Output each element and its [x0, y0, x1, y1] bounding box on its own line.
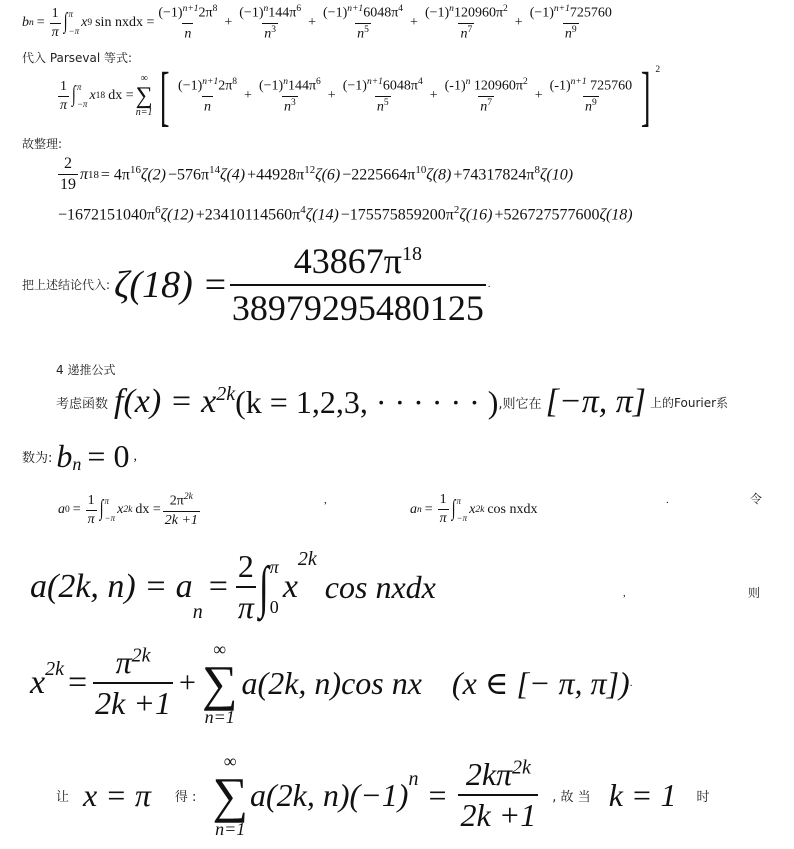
coef: +74317824π	[453, 166, 535, 184]
sign-factor: (−1)	[158, 5, 183, 21]
sign-exp: n+1	[182, 4, 199, 14]
fourier-label: 上的Fourier系	[650, 395, 729, 410]
then-on-label: ,则它在	[498, 396, 542, 412]
sign-exp: n+1	[347, 4, 364, 14]
denominator: π	[51, 24, 59, 40]
den-var: n	[184, 26, 192, 42]
sign-exp: n+1	[553, 4, 570, 14]
plus: +	[514, 15, 523, 31]
zeta-value: ζ(16)	[459, 206, 493, 224]
coef: −175575859200π	[340, 206, 454, 224]
ling-label: 令	[750, 492, 763, 506]
integrand-tail: sin nxdx =	[95, 15, 155, 31]
interval: [−π, π]	[545, 383, 647, 420]
zeta-term	[247, 164, 340, 184]
numerator: 2	[237, 548, 254, 584]
plus: +	[410, 15, 418, 31]
zeta-term	[58, 204, 194, 224]
den-exp: 9	[571, 24, 577, 35]
integrand-exp: 2k	[123, 505, 133, 516]
integral-limits	[77, 83, 88, 109]
an-symbol: a	[410, 501, 417, 517]
function-exp: 2k	[216, 383, 236, 405]
comma: ,	[623, 587, 626, 599]
sign-factor: (-1)	[444, 78, 466, 94]
integral-limits	[270, 558, 279, 616]
result-denominator: 38979295480125	[230, 284, 486, 329]
sign-factor: (−1)	[258, 78, 284, 94]
consider-function-line	[56, 383, 728, 421]
den-var: n	[283, 99, 291, 115]
numerator: 1	[51, 5, 59, 21]
parseval-formula	[56, 58, 661, 133]
bn-zero-line	[22, 438, 137, 475]
lower-limit: −π	[68, 26, 80, 37]
integral-sign: ∫	[451, 496, 456, 521]
term-fraction	[321, 4, 405, 42]
zeta-value: ζ(18)	[599, 206, 633, 224]
pi-exp: 18	[88, 168, 99, 181]
coef: +44928π	[247, 166, 305, 184]
equals: =	[67, 664, 88, 701]
series-lhs-exp: 2k	[45, 658, 64, 680]
pi-exp: 4	[300, 204, 306, 216]
den-var: n	[564, 26, 572, 42]
sign-factor: (−1)	[323, 5, 348, 21]
den-exp: 3	[290, 97, 296, 108]
zeta-value: ζ(12)	[160, 206, 194, 224]
integrand-exp: 2k	[297, 548, 317, 570]
sign-factor: (−1)	[342, 78, 367, 94]
term-fraction	[528, 4, 614, 42]
bn-formula	[22, 4, 616, 42]
fourier-series	[30, 640, 632, 726]
dot: .	[666, 494, 669, 506]
a2kn-definition	[30, 548, 436, 626]
coef: 144π	[287, 78, 317, 94]
one-over-pi	[58, 79, 69, 114]
result-tail: .	[487, 279, 491, 290]
coef-exp: 6	[316, 76, 321, 87]
plus: +	[224, 15, 233, 31]
term-fraction	[548, 77, 634, 115]
term-fraction	[257, 77, 323, 115]
zeta18-lhs: ζ(18) =	[114, 263, 228, 306]
bn-symbol: b	[22, 15, 29, 31]
zeta-term	[341, 204, 493, 224]
a0-formula	[58, 492, 202, 529]
coef: 725760	[569, 5, 612, 21]
zeta-value: ζ(10)	[539, 166, 574, 184]
bn-sub: n	[72, 454, 82, 474]
bn-tail: ,	[133, 448, 137, 464]
coef-exp: 8	[212, 4, 218, 14]
a2kn-lhs: a(2k, n) = a	[30, 568, 193, 605]
dx: dx =	[135, 502, 161, 518]
term-fraction	[341, 77, 425, 115]
bn-eq-zero: = 0	[87, 438, 130, 474]
plus: +	[327, 88, 336, 103]
right-bracket: ]	[640, 58, 651, 133]
integrand-tail: dx =	[108, 88, 134, 103]
sum-sign: ∞ ∑ n=1	[135, 73, 153, 118]
sum-sign: ∞ ∑ n=1	[212, 751, 249, 839]
integral-limits	[69, 10, 80, 36]
an-formula: a n = $\frac{1}{\pi}$ ∫ π −π x 2k cos nxdx	[410, 492, 538, 526]
integrand-exp: 18	[95, 91, 106, 101]
coef: 144π	[268, 5, 297, 21]
plus: +	[308, 15, 317, 31]
integral-limits: π −π	[456, 495, 468, 523]
a0-res-num: 2π	[169, 493, 184, 509]
upper-limit: π	[76, 82, 82, 92]
pi-exp: 10	[415, 164, 427, 177]
equals: =	[72, 502, 81, 518]
coef: −576π	[168, 166, 210, 184]
outer-exponent: 2	[655, 65, 661, 75]
denominator: π	[60, 97, 68, 113]
den-exp: 5	[383, 97, 389, 108]
pi-exp: 12	[304, 164, 316, 177]
plus: +	[534, 88, 543, 103]
plus: +	[244, 88, 252, 103]
denominator: 19	[60, 176, 76, 193]
result-prefix: 把上述结论代入:	[22, 278, 111, 292]
numerator: 1	[60, 78, 67, 94]
integrand: x	[117, 502, 124, 518]
a0-sub: 0	[65, 505, 70, 516]
den-var: n	[584, 99, 592, 115]
sum-sign: ∞ ∑ n=1	[201, 639, 238, 727]
sign-factor: (−1)	[239, 5, 264, 21]
den-exp: 7	[467, 24, 473, 35]
term-fraction	[176, 77, 239, 115]
dot: .	[629, 677, 633, 689]
last-num: 2kπ	[465, 756, 513, 792]
bn-terms	[154, 4, 616, 42]
an-tail: cos nxdx	[487, 501, 538, 517]
den-exp: 7	[487, 97, 493, 108]
function-def: f(x) = x	[114, 383, 217, 420]
sign-exp: n+1	[202, 76, 219, 87]
k-set: (k = 1,2,3, · · · · · · )	[235, 383, 499, 420]
coef: −2225664π	[342, 166, 416, 184]
upper-limit: π	[68, 9, 74, 20]
zeta-term	[342, 164, 451, 184]
integrand-tail: cos nxdx	[324, 568, 436, 605]
sum-lower: n=1	[204, 707, 235, 727]
sum-lower: n=1	[135, 107, 153, 118]
k-eq-1: k = 1	[608, 776, 677, 813]
sign-factor: (−1)	[424, 5, 450, 21]
zeta-terms-1	[99, 164, 573, 184]
equals: =	[424, 501, 433, 517]
a0-res-den: 2k +1	[164, 512, 198, 528]
integral-limits: π −π	[104, 496, 116, 524]
one-over-pi	[50, 6, 61, 41]
sum-upper: ∞	[213, 639, 227, 659]
integrand: x	[282, 568, 298, 605]
coef-exp: 4	[417, 76, 423, 87]
series-lhs: x	[30, 664, 46, 701]
term-fraction	[237, 4, 303, 42]
x-eq-pi: x = π	[83, 776, 151, 813]
zeta-value: ζ(4)	[220, 166, 246, 184]
two-over-pi	[236, 548, 256, 626]
sum-lower: n=1	[215, 819, 246, 839]
series-num: π	[115, 644, 132, 680]
coef-exp: 4	[398, 4, 404, 14]
plus: +	[178, 666, 196, 699]
sum-term-exp: n	[408, 768, 419, 790]
two-over-nineteen	[58, 155, 78, 194]
parseval-label: 代入 Parseval 等式:	[22, 51, 133, 65]
zeta18-result	[22, 240, 490, 329]
let-label: 让	[56, 789, 70, 805]
integral-sign: ∫	[63, 10, 68, 35]
pi-exp: 6	[155, 204, 161, 216]
den-exp: 9	[591, 97, 597, 108]
coef: 2π	[198, 5, 213, 21]
x-equals-pi-line	[56, 752, 710, 838]
equals: =	[208, 568, 228, 605]
zeta-value: ζ(6)	[315, 166, 341, 184]
ze-label: 则	[748, 586, 761, 600]
coef-label: 数为:	[22, 451, 53, 466]
den-var: n	[460, 26, 468, 42]
pi-exp: 8	[534, 164, 540, 177]
pi-exp: 2	[453, 204, 460, 216]
zeta-term	[196, 204, 339, 224]
term-fraction	[443, 77, 530, 115]
lower-limit: −π	[76, 99, 88, 109]
coef: +23410114560π	[195, 206, 301, 224]
sum-term: a(2k, n)(−1)	[250, 776, 409, 813]
zeta-terms-2	[56, 204, 633, 224]
series-const	[93, 644, 173, 722]
coef: 6048π	[363, 5, 399, 21]
den-exp: 5	[364, 24, 369, 35]
sign-exp: n+1	[570, 76, 587, 87]
zeta-term	[494, 204, 632, 224]
den-var: n	[264, 26, 272, 42]
equals: =	[36, 15, 45, 31]
term-fraction	[423, 4, 510, 42]
section-heading: 4 递推公式	[56, 363, 116, 377]
coef-exp: 8	[232, 76, 238, 87]
lower-limit: 0	[269, 597, 279, 617]
coef: 2π	[218, 78, 233, 94]
series-domain: (x ∈ [− π, π])	[451, 665, 630, 701]
result-num-exp: 18	[401, 243, 422, 265]
sign-factor: (−1)	[529, 5, 554, 21]
integral-sign: ∫	[258, 555, 269, 619]
sign-exp: n	[449, 4, 454, 14]
sum-upper: ∞	[223, 751, 237, 771]
sign-exp: n	[263, 4, 269, 14]
coef: = 4π	[100, 166, 130, 184]
coef: +526727577600	[494, 206, 600, 224]
get-label: 得 :	[174, 789, 197, 805]
time-label: 时	[696, 789, 710, 805]
zeta-term	[453, 164, 573, 184]
comma: ,	[324, 494, 327, 506]
a0-res-exp: 2k	[183, 492, 193, 502]
so-when-label: , 故 当	[552, 789, 591, 805]
one-over-pi: $\frac{1}{\pi}$	[87, 492, 95, 527]
integral-sign: ∫	[99, 497, 104, 522]
result-numerator: 43867π	[293, 241, 402, 281]
sign-exp: n+1	[366, 76, 383, 87]
den-var: n	[480, 99, 488, 115]
consider-label: 考虑函数	[56, 396, 109, 412]
a0-result	[163, 492, 200, 529]
sign-factor: (−1)	[178, 78, 203, 94]
zeta-term	[168, 164, 245, 184]
parseval-terms	[174, 77, 636, 115]
series-num-exp: 2k	[131, 644, 151, 667]
sign-exp: n	[283, 76, 288, 87]
zeta-value: ζ(8)	[426, 166, 452, 184]
term-fraction	[156, 4, 219, 42]
pi-exp: 14	[209, 164, 220, 177]
den-var: n	[357, 26, 365, 42]
series-term: a(2k, n)cos nx	[241, 664, 422, 701]
upper-limit: π	[269, 557, 279, 577]
sign-exp: n	[465, 76, 471, 87]
plus: +	[429, 88, 438, 103]
zeta-value: ζ(2)	[140, 166, 167, 184]
bn-symbol: b	[56, 438, 73, 474]
equals: =	[428, 776, 447, 813]
zeta-relation-line1: $\frac{2}{19}$ π 18 = $4\pi^{16}\zeta(2)$ $-576\pi^{14}\zeta(4)$ $+44928\pi^{12}\zeta(6)$ $-2225664\pi^{10}\zeta(8)$ $+74317824\pi^8\zeta(10)$	[60, 155, 574, 193]
coef-exp: 2	[522, 76, 528, 87]
left-bracket: [	[159, 58, 170, 133]
zeta-term	[101, 164, 166, 184]
numerator: 2	[64, 155, 72, 172]
coef: 6048π	[382, 78, 418, 94]
integrand: x	[89, 88, 96, 103]
coef: 120960π	[453, 5, 504, 21]
sign-factor: (-1)	[549, 78, 571, 94]
zeta-relation-line2	[56, 204, 633, 224]
last-den: 2k +1	[458, 794, 538, 834]
coef: −1672151040π	[58, 206, 156, 224]
a0-symbol: a	[58, 502, 65, 518]
coef: 725760	[586, 78, 633, 94]
coef: 120960π	[470, 78, 523, 94]
arrange-label: 故整理:	[22, 137, 63, 151]
integrand-exp: 9	[87, 18, 93, 29]
zeta18-fraction	[230, 240, 486, 329]
coef-exp: 2	[503, 4, 508, 14]
pi-exp: 16	[130, 164, 141, 177]
an-sub: n	[417, 504, 422, 515]
one-over-pi: $\frac{1}{\pi}$	[439, 492, 447, 526]
sum-upper: ∞	[140, 73, 148, 84]
denominator: π	[236, 586, 256, 626]
series-den: 2k +1	[93, 682, 173, 722]
an-sub: n	[192, 601, 203, 623]
bn-subscript: n	[29, 18, 34, 29]
integrand: x	[81, 15, 88, 31]
zeta-value: ζ(14)	[305, 206, 339, 224]
last-num-exp: 2k	[512, 756, 531, 779]
coef-exp: 6	[296, 4, 302, 14]
den-exp: 3	[271, 24, 277, 35]
result-fraction	[458, 756, 538, 834]
den-var: n	[204, 99, 212, 115]
den-var: n	[376, 99, 384, 115]
integral-sign: ∫	[72, 83, 76, 108]
